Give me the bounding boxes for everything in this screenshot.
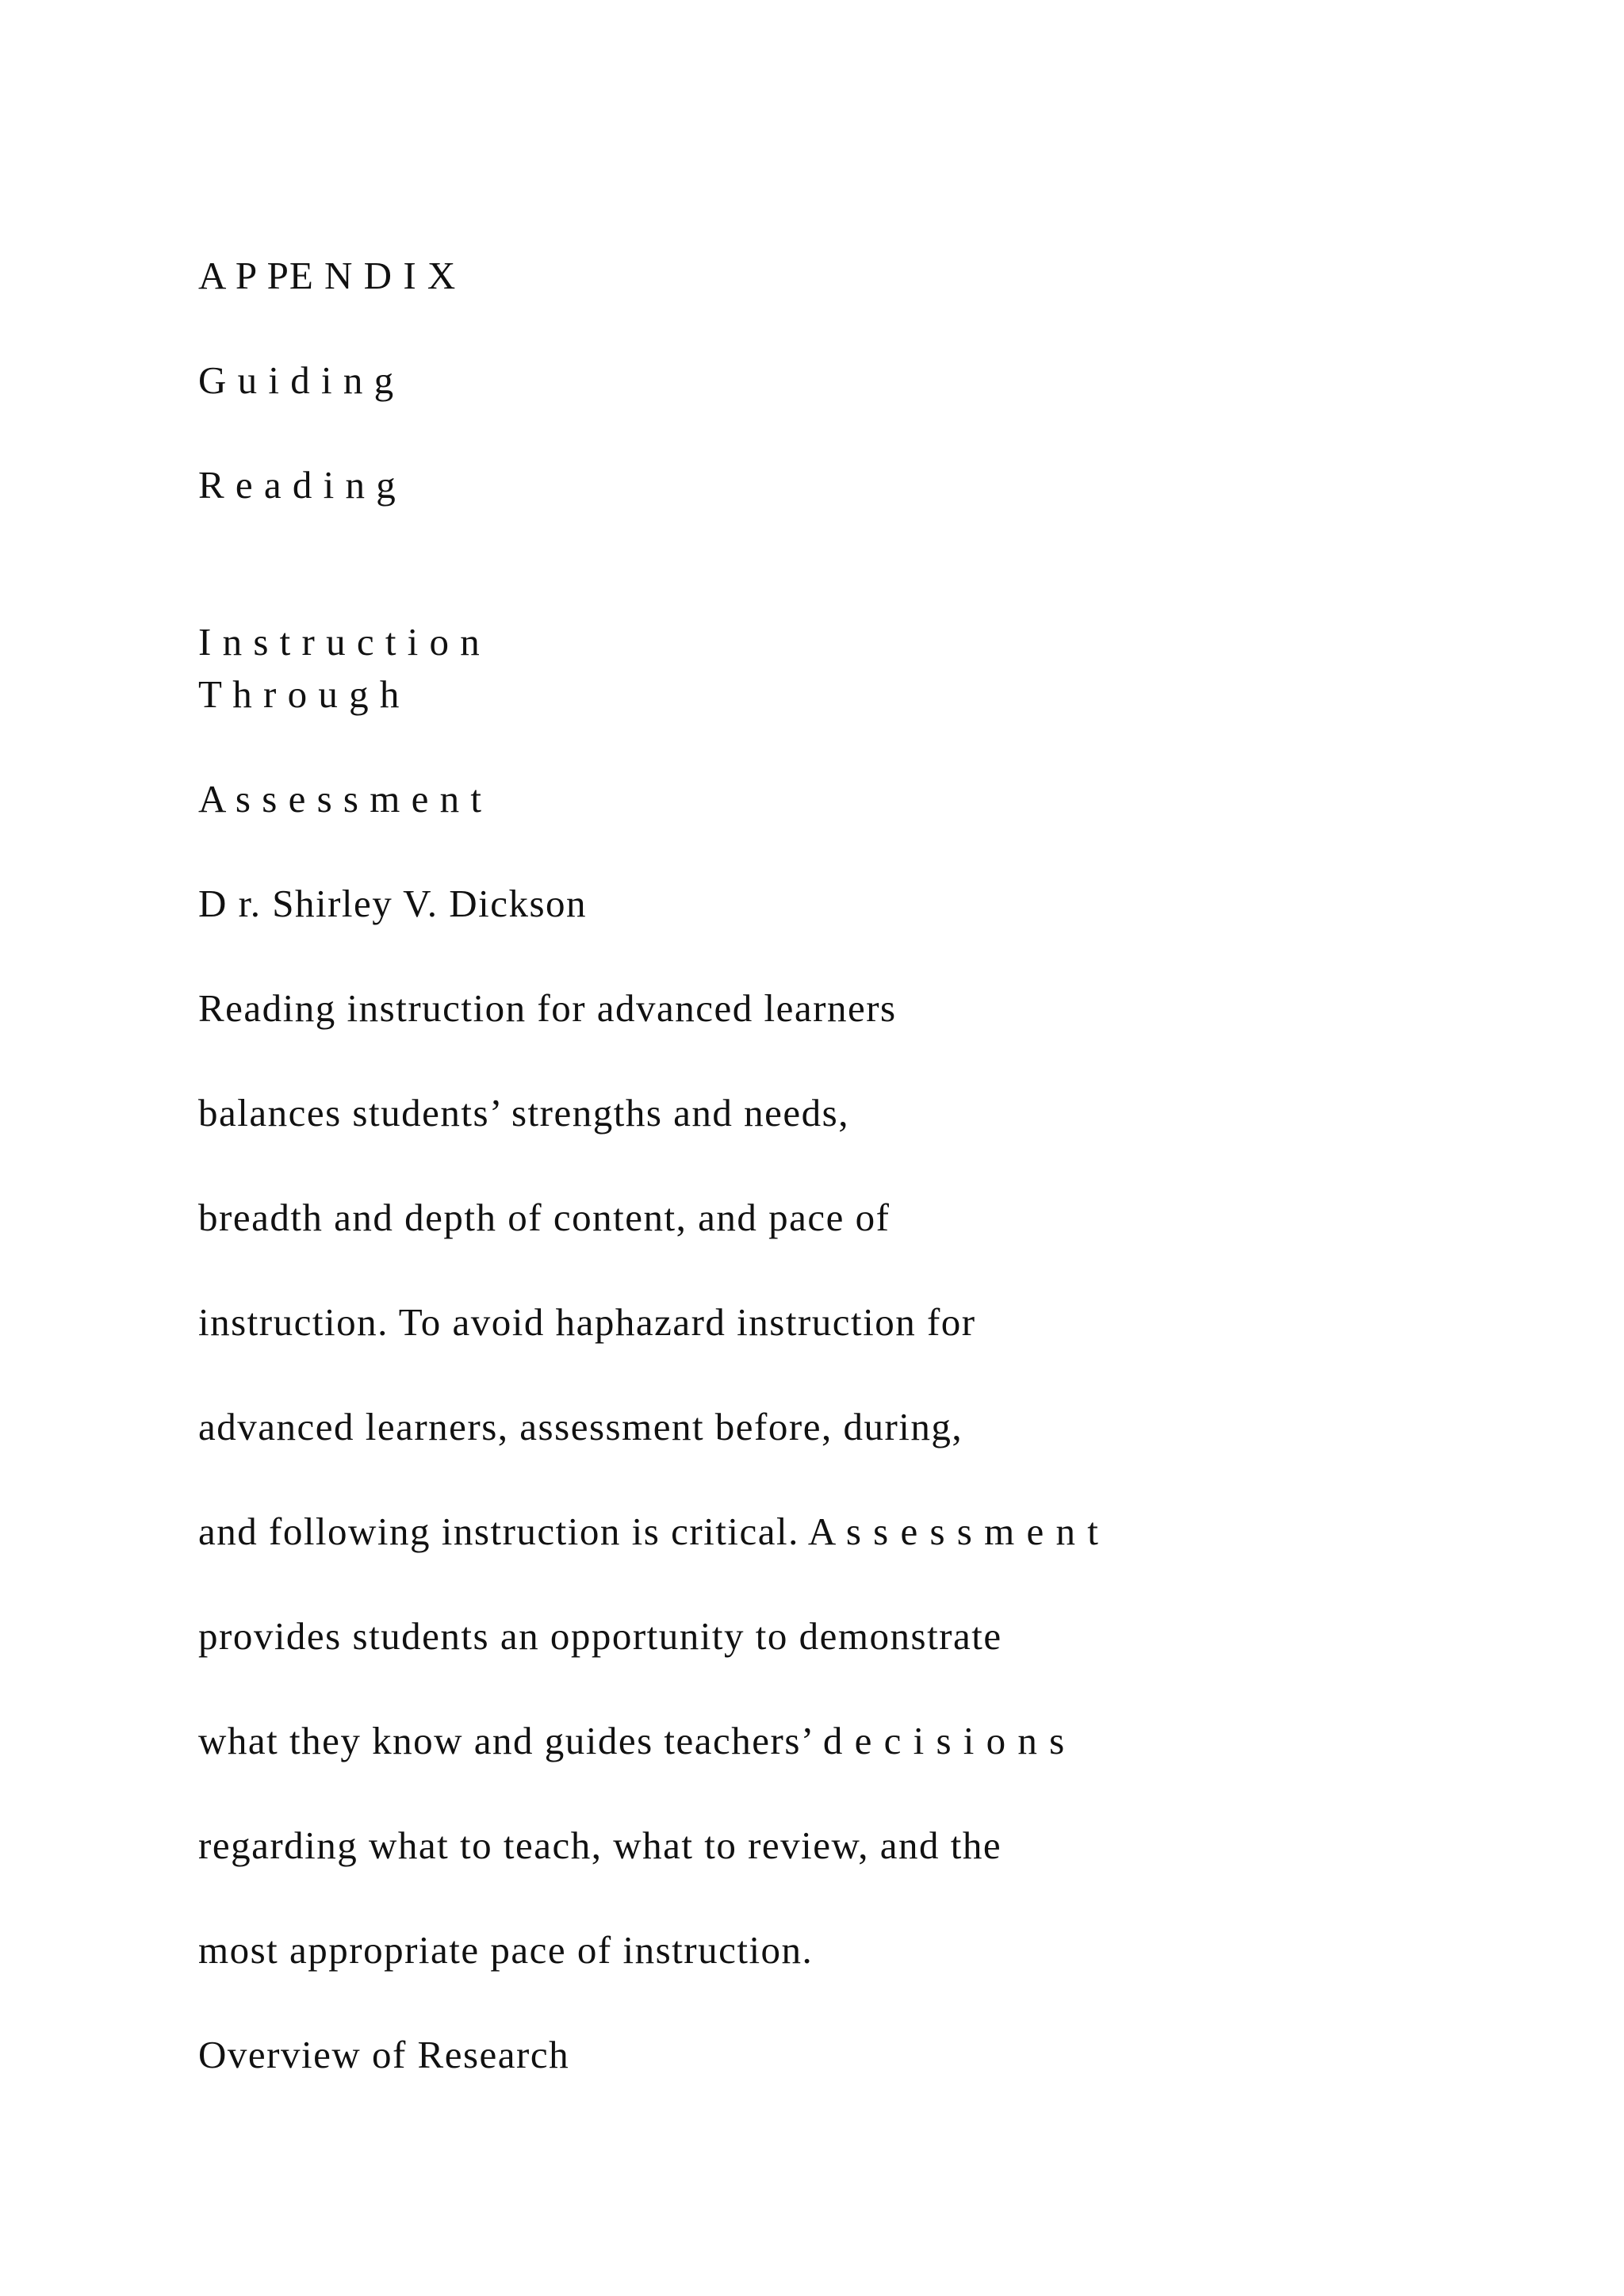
title-word-through: T h r o u g h — [198, 672, 400, 716]
appendix-label: A P PE N D I X — [198, 254, 457, 297]
title-word-reading: R e a d i n g — [198, 463, 396, 507]
body-line: balances students’ strengths and needs, — [198, 1091, 849, 1135]
body-line: advanced learners, assessment before, during, — [198, 1405, 963, 1448]
body-line: instruction. To avoid haphazard instruction for — [198, 1300, 976, 1344]
title-word-assessment: A s s e s s m e n t — [198, 777, 482, 821]
body-line: Reading instruction for advanced learners — [198, 986, 897, 1030]
author-name: D r. Shirley V. Dickson — [198, 882, 588, 925]
body-line: what they know and guides teachers’ d e c i s i o n s — [198, 1719, 1066, 1762]
body-line: most appropriate pace of instruction. — [198, 1928, 814, 1972]
body-line: and following instruction is critical. A s s e s s m e n t — [198, 1510, 1100, 1553]
body-line: regarding what to teach, what to review, and the — [198, 1823, 1002, 1867]
section-heading: Overview of Research — [198, 2033, 570, 2076]
title-word-guiding: G u i d i n g — [198, 358, 395, 402]
title-word-instruction: I n s t r u c t i o n — [198, 620, 481, 664]
body-line: breadth and depth of content, and pace of — [198, 1196, 891, 1239]
body-line: provides students an opportunity to demonstrate — [198, 1614, 1002, 1658]
